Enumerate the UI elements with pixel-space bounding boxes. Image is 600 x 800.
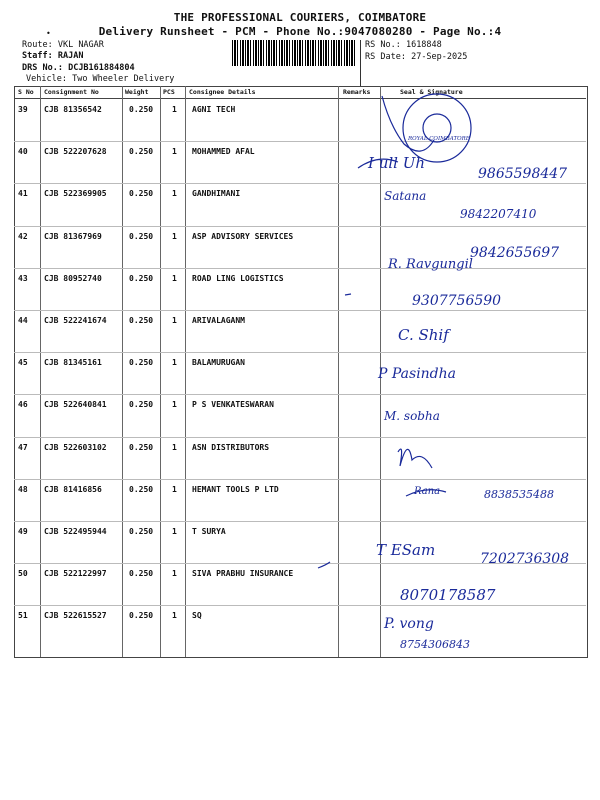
- row-consignee: BALAMURUGAN: [192, 358, 245, 368]
- row-consignment-no: CJB 522615527: [44, 611, 107, 621]
- row-pcs: 1: [172, 484, 177, 494]
- row-sno: 43: [18, 273, 28, 283]
- row-weight: 0.250: [129, 105, 154, 114]
- row-sno: 46: [18, 400, 28, 410]
- row-pcs: 1: [172, 569, 177, 579]
- vehicle-value: Two Wheeler Delivery: [72, 74, 175, 84]
- row-consignee: SQ: [192, 611, 202, 621]
- row-weight: 0.250: [129, 358, 154, 368]
- sig-44-phone: 9307756590: [412, 293, 502, 309]
- row-consignment-no: CJB 522640841: [44, 400, 107, 410]
- col-consignment: Consignment No: [44, 88, 99, 96]
- sig-41-phone: 9842207410: [460, 207, 537, 221]
- row-sno: 49: [18, 527, 28, 536]
- sig-49-phone: 7202736308: [480, 551, 570, 567]
- route-value: VKL NAGAR: [57, 40, 104, 50]
- mark-stroke: [318, 562, 330, 568]
- rs-date-value: 27-Sep-2025: [411, 52, 468, 62]
- row-weight: 0.250: [129, 442, 154, 452]
- row-weight: 0.250: [129, 316, 154, 325]
- row-consignee: ARIVALAGANM: [192, 316, 245, 325]
- row-weight: 0.250: [129, 273, 154, 283]
- row-consignment-no: CJB 81345161: [44, 358, 102, 368]
- row-consignee: HEMANT TOOLS P LTD: [192, 484, 279, 494]
- row-consignment-no: CJB 522495944: [44, 527, 107, 536]
- runsheet-subtitle: Delivery Runsheet - PCM - Phone No.:9047080280 - Page No.:4: [98, 25, 502, 38]
- row-weight: 0.250: [129, 147, 154, 157]
- row-consignee: ROAD LING LOGISTICS: [192, 273, 284, 283]
- row-sno: 48: [18, 484, 28, 494]
- sig-48-phone: 8838535488: [484, 488, 554, 501]
- row-pcs: 1: [172, 400, 177, 410]
- col-remarks: Remarks: [343, 88, 371, 96]
- drs-label: DRS No.:: [22, 63, 63, 73]
- route-label: Route:: [22, 40, 53, 50]
- sig-51-phone: 8754306843: [400, 638, 470, 651]
- row-pcs: 1: [172, 105, 177, 114]
- row-pcs: 1: [172, 527, 177, 536]
- sig-49-name: T ESam: [376, 541, 436, 559]
- sig-47-name: M. sobha: [384, 409, 440, 423]
- row-pcs: 1: [172, 316, 177, 325]
- row-consignment-no: CJB 522122997: [44, 569, 107, 579]
- row-consignee: AGNI TECH: [192, 105, 236, 114]
- signature-stroke: [382, 96, 434, 151]
- row-consignment-no: CJB 80952740: [44, 273, 102, 283]
- dot-mark: •: [46, 29, 51, 38]
- col-seal-signature: Seal & Signature: [400, 88, 463, 96]
- sig-40-phone: 9865598447: [478, 166, 568, 182]
- row-weight: 0.250: [129, 189, 154, 199]
- sig-40-name: I ull Uh: [368, 154, 426, 172]
- sig-43-name: R. Ravgungil: [388, 257, 473, 272]
- sig-48-name: Rana: [414, 486, 441, 497]
- row-consignee: T SURYA: [192, 527, 226, 536]
- signature-stroke: [398, 449, 432, 468]
- row-weight: 0.250: [129, 400, 154, 410]
- row-weight: 0.250: [129, 231, 154, 241]
- row-sno: 42: [18, 231, 28, 241]
- rs-no-value: 1618848: [405, 40, 442, 50]
- row-weight: 0.250: [129, 569, 154, 579]
- row-consignment-no: CJB 522207628: [44, 147, 107, 157]
- col-sno: S No: [18, 88, 34, 96]
- row-consignee: P S VENKATESWARAN: [192, 400, 274, 410]
- row-sno: 51: [18, 611, 28, 621]
- row-consignee: MOHAMMED AFAL: [192, 147, 255, 157]
- row-weight: 0.250: [129, 611, 154, 621]
- sig-51-name: P. vong: [384, 616, 434, 632]
- sig-50-phone: 8070178587: [400, 586, 496, 604]
- row-consignee: ASN DISTRIBUTORS: [192, 442, 270, 452]
- row-consignment-no: CJB 522603102: [44, 442, 107, 452]
- row-pcs: 1: [172, 189, 177, 199]
- row-pcs: 1: [172, 358, 177, 368]
- sig-42-phone: 9842655697: [470, 245, 560, 261]
- mark-stroke: [345, 294, 351, 295]
- row-weight: 0.250: [129, 484, 154, 494]
- row-sno: 45: [18, 358, 28, 368]
- row-consignee: ASP ADVISORY SERVICES: [192, 231, 294, 241]
- sig-45-name: C. Shif: [398, 326, 449, 344]
- row-consignment-no: CJB 81356542: [44, 105, 102, 114]
- row-sno: 40: [18, 147, 28, 157]
- row-sno: 41: [18, 189, 28, 199]
- row-sno: 39: [18, 105, 28, 114]
- row-pcs: 1: [172, 611, 177, 621]
- sig-46-name: P Pasindha: [378, 366, 457, 382]
- col-weight: Weight: [125, 88, 149, 96]
- drs-value: DCJB161884804: [68, 63, 135, 73]
- row-pcs: 1: [172, 231, 177, 241]
- row-sno: 44: [18, 316, 28, 325]
- row-pcs: 1: [172, 273, 177, 283]
- staff-value: RAJAN: [57, 51, 84, 61]
- seal-stamp-icon: [403, 94, 471, 162]
- stamp-text: ROYAL COIMBATORE: [408, 136, 470, 142]
- row-consignment-no: CJB 81416856: [44, 484, 102, 494]
- row-sno: 50: [18, 569, 28, 579]
- staff-label: Staff:: [22, 51, 53, 61]
- sig-41-name: Satana: [384, 189, 427, 203]
- runsheet-title: THE PROFESSIONAL COURIERS, COIMBATORE: [173, 11, 427, 24]
- row-weight: 0.250: [129, 527, 154, 536]
- col-consignee: Consignee Details: [189, 88, 256, 96]
- row-sno: 47: [18, 442, 28, 452]
- row-pcs: 1: [172, 147, 177, 157]
- row-consignment-no: CJB 522369905: [44, 189, 107, 199]
- row-consignee: GANDHIMANI: [192, 189, 241, 199]
- row-consignment-no: CJB 522241674: [44, 316, 107, 325]
- row-pcs: 1: [172, 442, 177, 452]
- row-consignee: SIVA PRABHU INSURANCE: [192, 569, 294, 579]
- rs-date-label: RS Date:: [365, 52, 406, 62]
- col-pcs: PCS: [163, 88, 175, 96]
- row-consignment-no: CJB 81367969: [44, 231, 102, 241]
- vehicle-label: Vehicle:: [26, 74, 67, 84]
- rs-no-label: RS No.:: [365, 40, 401, 50]
